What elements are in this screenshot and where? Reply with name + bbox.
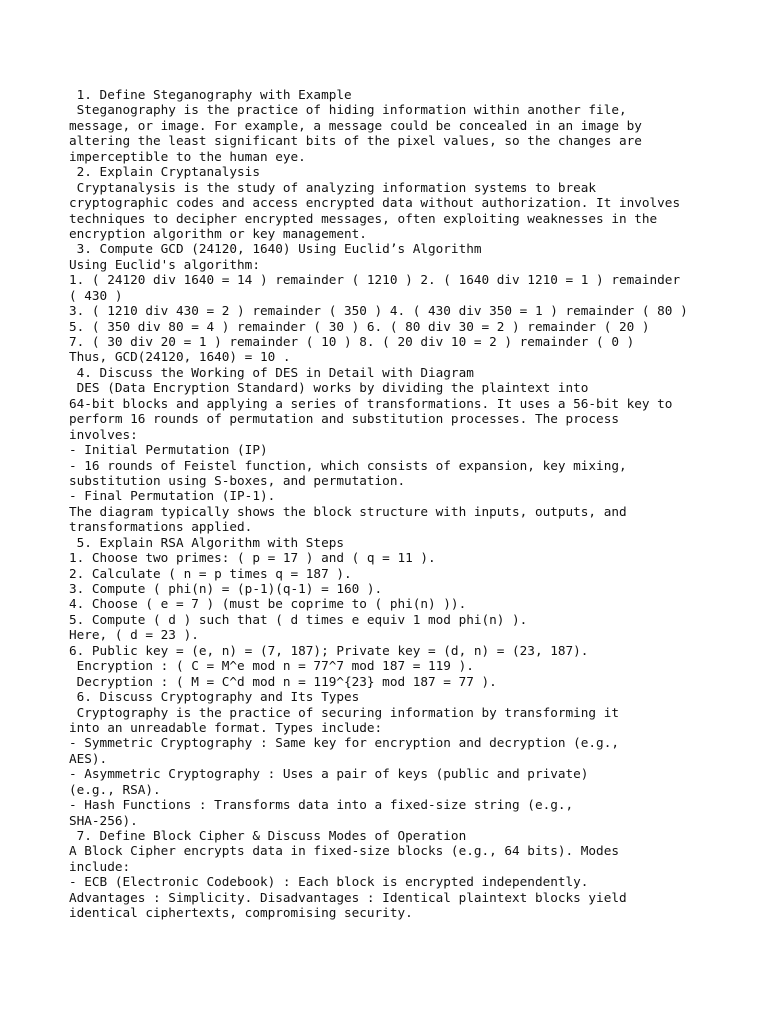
text-line: encryption algorithm or key management.	[69, 225, 367, 241]
text-line: 64-bit blocks and applying a series of transformations. It uses a 56-bit key to	[69, 395, 673, 411]
text-line: 4. Choose ( e = 7 ) (must be coprime to ( phi(n) )).	[69, 596, 467, 612]
text-line: 2. Explain Cryptanalysis	[69, 164, 260, 180]
text-line: 2. Calculate ( n = p times q = 187 ).	[69, 565, 352, 581]
text-line: DES (Data Encryption Standard) works by dividing the plaintext into	[69, 380, 589, 396]
text-line: The diagram typically shows the block structure with inputs, outputs, and	[69, 503, 627, 519]
text-line: 3. Compute ( phi(n) = (p-1)(q-1) = 160 ).	[69, 581, 383, 596]
text-line: - 16 rounds of Feistel function, which consists of expansion, key mixing,	[69, 457, 627, 473]
text-line: Advantages : Simplicity. Disadvantages : Identical plaintext blocks yield	[69, 889, 627, 905]
text-line: Here, ( d = 23 ).	[69, 627, 199, 643]
text-line: 3. ( 1210 div 430 = 2 ) remainder ( 350 ) 4. ( 430 div 350 = 1 ) remainder ( 80 )	[69, 303, 688, 319]
document-body	[69, 87, 759, 921]
text-line: (e.g., RSA).	[69, 781, 161, 797]
text-line: Using Euclid's algorithm:	[69, 256, 260, 272]
text-line: 5. Explain RSA Algorithm with Steps	[69, 534, 344, 550]
text-line: Encryption : ( C = M^e mod n = 77^7 mod 187 = 119 ).	[69, 658, 474, 674]
text-line: - Initial Permutation (IP)	[69, 442, 268, 458]
text-line: 4. Discuss the Working of DES in Detail with Diagram	[69, 364, 474, 380]
text-line: techniques to decipher encrypted messages, often exploiting weaknesses in the	[69, 210, 658, 226]
text-line: substitution using S-boxes, and permutation.	[69, 472, 406, 488]
text-line: A Block Cipher encrypts data in fixed-size blocks (e.g., 64 bits). Modes	[69, 843, 619, 859]
text-line: - ECB (Electronic Codebook) : Each block is encrypted independently.	[69, 874, 589, 890]
text-line: Cryptography is the practice of securing information by transforming it	[69, 704, 619, 720]
text-line: 5. ( 350 div 80 = 4 ) remainder ( 30 ) 6. ( 80 div 30 = 2 ) remainder ( 20 )	[69, 318, 650, 334]
text-line: SHA-256).	[69, 812, 138, 828]
text-line: 6. Public key = (e, n) = (7, 187); Private key = (d, n) = (23, 187).	[69, 642, 589, 658]
text-line: ( 430 )	[69, 287, 123, 303]
text-line: AES).	[69, 750, 108, 766]
text-line: perform 16 rounds of permutation and substitution processes. The process	[69, 411, 619, 427]
text-line: cryptographic codes and access encrypted data without authorization. It involves	[69, 195, 681, 211]
text-line: altering the least significant bits of the pixel values, so the changes are	[69, 133, 642, 149]
text-line: 6. Discuss Cryptography and Its Types	[69, 689, 360, 705]
text-line: 3. Compute GCD (24120, 1640) Using Euclid’s Algorithm	[69, 241, 482, 257]
text-line: Thus, GCD(24120, 1640) = 10 .	[69, 349, 291, 365]
text-line: transformations applied.	[69, 519, 253, 535]
text-line: 1. Choose two primes: ( p = 17 ) and ( q = 11 ).	[69, 550, 436, 566]
text-line: - Final Permutation (IP-1).	[69, 488, 276, 504]
text-line: identical ciphertexts, compromising security.	[69, 905, 413, 921]
text-line: Cryptanalysis is the study of analyzing information systems to break	[69, 179, 597, 195]
text-line: - Symmetric Cryptography : Same key for encryption and decryption (e.g.,	[69, 735, 619, 751]
text-line: message, or image. For example, a message could be concealed in an image by	[69, 117, 642, 133]
text-line: 1. ( 24120 div 1640 = 14 ) remainder ( 1210 ) 2. ( 1640 div 1210 = 1 ) remainder	[69, 272, 681, 288]
text-line: - Hash Functions : Transforms data into a fixed-size string (e.g.,	[69, 797, 574, 813]
text-line: imperceptible to the human eye.	[69, 148, 306, 164]
text-line: 7. Define Block Cipher & Discuss Modes of Operation	[69, 828, 467, 843]
text-line: 7. ( 30 div 20 = 1 ) remainder ( 10 ) 8. ( 20 div 10 = 2 ) remainder ( 0 )	[69, 334, 635, 349]
text-line: 5. Compute ( d ) such that ( d times e equiv 1 mod phi(n) ).	[69, 611, 528, 627]
text-line: into an unreadable format. Types include:	[69, 719, 383, 735]
text-line: include:	[69, 858, 131, 874]
text-line: - Asymmetric Cryptography : Uses a pair of keys (public and private)	[69, 766, 589, 782]
text-line: Steganography is the practice of hiding information within another file,	[69, 102, 627, 118]
text-line: Decryption : ( M = C^d mod n = 119^{23} mod 187 = 77 ).	[69, 673, 497, 689]
text-line: involves:	[69, 426, 138, 442]
text-line: 1. Define Steganography with Example	[69, 87, 352, 102]
